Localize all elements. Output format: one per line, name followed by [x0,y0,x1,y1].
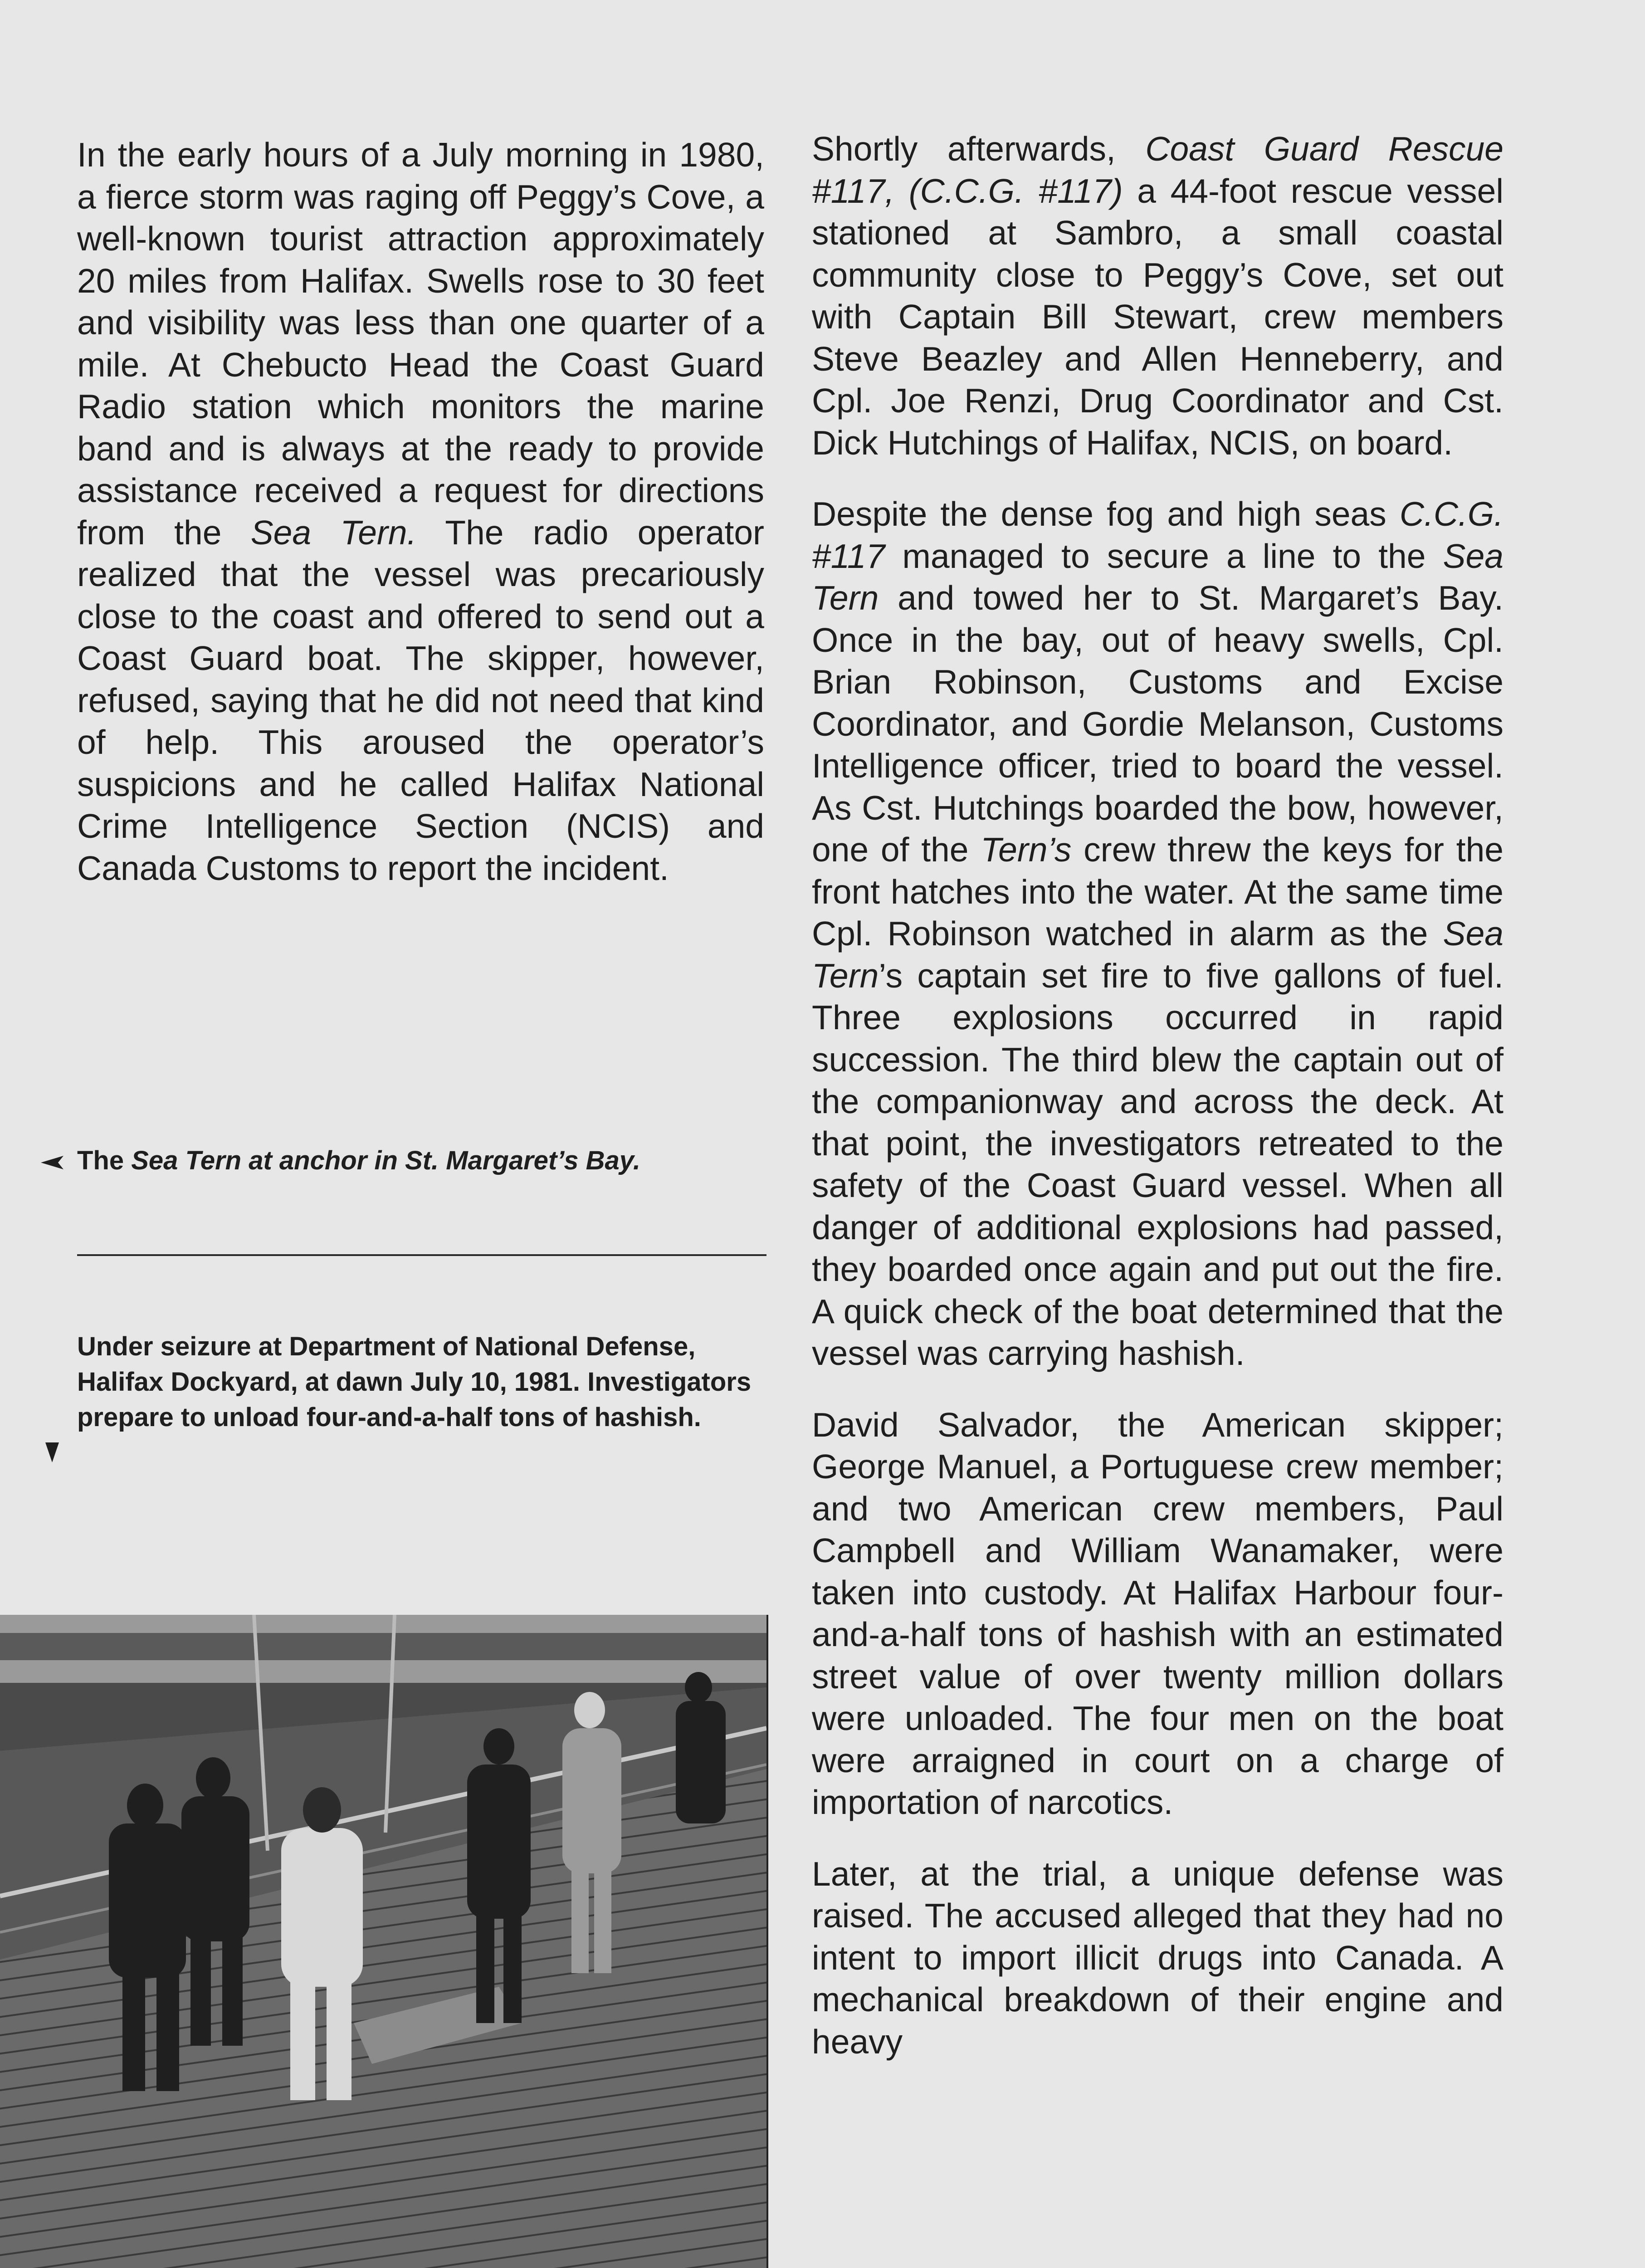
right-paragraph-2 [812,493,1503,1374]
pointer-down-icon [45,1436,59,1471]
right-paragraph-4: Later, at the trial, a unique defense was raised. The accused alleged that they had no intent to import illicit drugs into Canada. A mechanical breakdown of their engine and heavy [812,1854,1503,2061]
caption-divider [77,1254,766,1256]
text-span: Shortly afterwards, [812,130,1146,168]
vessel-name: Tern’s [981,831,1072,869]
photo-caption-bottom [77,1329,766,1435]
pointer-left-icon [41,1143,77,1178]
text-span: The radio operator realized that the vessel was precariously close to the coast and offered to send out a Coast Guard boat. The skipper, however, refused, saying that he did not need that kind of help. This aroused the operator’s suspicions and he called Halifax National Crime Intelligence Section (NCIS) and Canada Customs to report the incident. [77,513,765,887]
caption-text: Under seizure at Department of National Defense, Halifax Dockyard, at dawn July 10, 1981. Investigators prepare to unload four-and-a-half tons of hashish. [77,1332,752,1432]
dockyard-photo-illustration [0,1615,766,2268]
photo-caption-top [41,1143,766,1178]
caption-prefix: The [77,1146,132,1175]
dockyard-photo [0,1615,768,2268]
text-span: and towed her to St. Margaret’s Bay. Once in the bay, out of heavy swells, Cpl. Brian Robinson, Customs and Excise Coordinator, and Gordie Melanson, Customs Intelligence officer, tried to board the vessel. As Cst. Hutchings boarded the bow, however, one of the [812,579,1503,869]
right-article-column [812,128,1503,2063]
text-span: a 44-foot rescue vessel stationed at Sambro, a small coastal community close to Peggy’s Cove, set out with Captain Bill Stewart, crew members Steve Beazley and Allen Henneberry, and Cpl. Joe Renzi, Drug Coordinator and Cst. Dick Hutchings of Halifax, NCIS, on board. [812,171,1503,462]
text-span: ’s captain set fire to five gallons of fuel. Three explosions occurred in rapid succession. The third blew the captain out of the companionway and across the deck. At that point, the investigators retreated to the safety of the Coast Guard vessel. When all danger of additional explosions had passed, they boarded once again and put out the fire. A quick check of the boat determined that the vessel was carrying hashish. [812,956,1503,1372]
vessel-name: Sea Tern [812,914,1503,995]
left-paragraph-1 [77,134,764,889]
left-article-column [77,134,764,889]
text-span: managed to secure a line to the [885,537,1443,575]
text-span: crew threw the keys for the front hatches into the water. At the same time Cpl. Robinson watched in alarm as the [812,831,1503,953]
vessel-name: Sea Tern. [250,513,417,552]
vessel-name: Coast Guard Rescue #117, (C.C.G. #117) [812,130,1503,210]
vessel-name: C.C.G. #117 [812,495,1503,575]
right-paragraph-3: David Salvador, the American skipper; George Manuel, a Portuguese crew member; and two American crew members, Paul Campbell and William Wanamaker, were taken into custody. At Halifax Harbour four-and-a-half tons of hashish with an estimated street value of over twenty million dollars were unloaded. The four men on the boat were arraigned in court on a charge of importation of narcotics. [812,1405,1503,1821]
right-paragraph-1 [812,128,1503,464]
caption-italic-text: Sea Tern at anchor in St. Margaret’s Bay. [131,1146,641,1175]
vessel-name: Sea Tern [812,537,1503,617]
text-span: In the early hours of a July morning in 1980, a fierce storm was raging off Peggy’s Cove, a well-known tourist attraction approximately 20 miles from Halifax. Swells rose to 30 feet and visibility was less than one quarter of a mile. At Chebucto Head the Coast Guard Radio station which monitors the marine band and is always at the ready to provide assistance received a request for directions from the [77,136,764,552]
text-span: Despite the dense fog and high seas [812,495,1400,533]
